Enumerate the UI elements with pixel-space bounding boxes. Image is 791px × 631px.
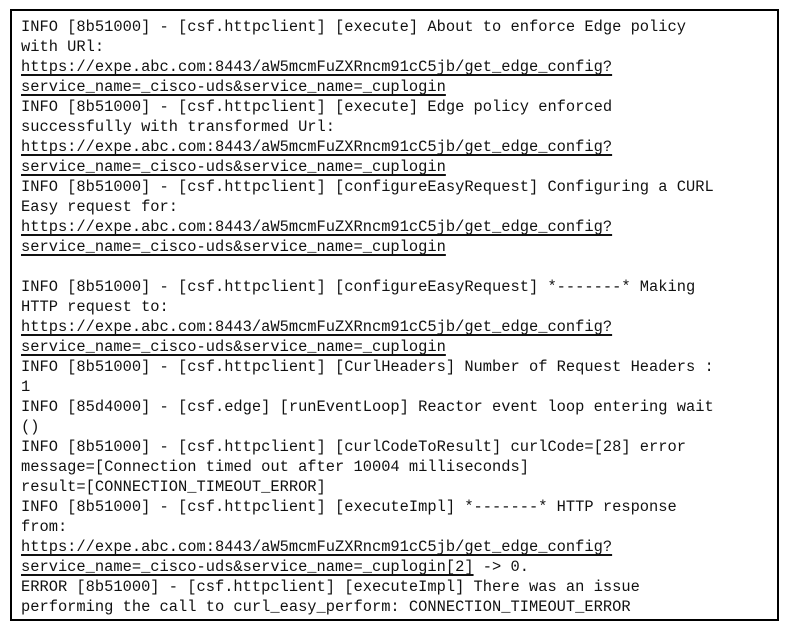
log-text: performing the call to curl_easy_perform: CONNECTION_TIMEOUT_ERROR <box>21 598 631 616</box>
log-url-text[interactable]: service_name=_cisco-uds&service_name=_cuplogin[2] <box>21 558 474 576</box>
log-line <box>21 577 773 597</box>
log-text: INFO [8b51000] - [csf.httpclient] [configureEasyRequest] Configuring a CURL <box>21 178 714 196</box>
log-line <box>21 97 773 117</box>
log-url-text[interactable]: https://expe.abc.com:8443/aW5mcmFuZXRncm91cC5jb/get_edge_config? <box>21 218 613 236</box>
log-url-line <box>21 237 773 257</box>
log-text: ERROR [8b51000] - [csf.httpclient] [executeImpl] There was an issue <box>21 578 640 596</box>
log-url-line <box>21 557 773 577</box>
log-url-text[interactable]: https://expe.abc.com:8443/aW5mcmFuZXRncm91cC5jb/get_edge_config? <box>21 538 613 556</box>
log-line <box>21 37 773 57</box>
log-url-line <box>21 157 773 177</box>
log-line <box>21 197 773 217</box>
log-text: HTTP request to: <box>21 298 169 316</box>
log-suffix-text: -> 0. <box>473 558 529 576</box>
log-text: Easy request for: <box>21 198 179 216</box>
log-line <box>21 377 773 397</box>
log-line <box>21 437 773 457</box>
log-url-line <box>21 217 773 237</box>
log-text: INFO [8b51000] - [csf.httpclient] [execute] About to enforce Edge policy <box>21 18 686 36</box>
log-url-text[interactable]: service_name=_cisco-uds&service_name=_cuplogin <box>21 158 446 176</box>
log-output <box>21 17 773 617</box>
log-url-line <box>21 137 773 157</box>
log-text: successfully with transformed Url: <box>21 118 336 136</box>
log-text: INFO [8b51000] - [csf.httpclient] [execute] Edge policy enforced <box>21 98 613 116</box>
log-url-text[interactable]: service_name=_cisco-uds&service_name=_cuplogin <box>21 338 446 356</box>
log-line <box>21 17 773 37</box>
log-text: from: <box>21 518 68 536</box>
log-url-text[interactable]: https://expe.abc.com:8443/aW5mcmFuZXRncm91cC5jb/get_edge_config? <box>21 138 613 156</box>
log-text: with URl: <box>21 38 105 56</box>
log-url-text[interactable]: service_name=_cisco-uds&service_name=_cuplogin <box>21 238 446 256</box>
log-text: 1 <box>21 378 31 396</box>
log-url-line <box>21 337 773 357</box>
log-panel <box>10 9 779 621</box>
log-url-text[interactable]: https://expe.abc.com:8443/aW5mcmFuZXRncm91cC5jb/get_edge_config? <box>21 318 613 336</box>
log-line <box>21 397 773 417</box>
log-line <box>21 597 773 617</box>
log-url-line <box>21 77 773 97</box>
log-text: INFO [8b51000] - [csf.httpclient] [CurlHeaders] Number of Request Headers : <box>21 358 714 376</box>
log-text: () <box>21 418 40 436</box>
log-line <box>21 517 773 537</box>
log-blank-line <box>21 257 773 277</box>
log-line <box>21 117 773 137</box>
log-text: INFO [85d4000] - [csf.edge] [runEventLoop] Reactor event loop entering wait <box>21 398 714 416</box>
log-text: INFO [8b51000] - [csf.httpclient] [executeImpl] *-------* HTTP response <box>21 498 677 516</box>
log-url-line <box>21 317 773 337</box>
log-line <box>21 497 773 517</box>
log-text: message=[Connection timed out after 10004 milliseconds] <box>21 458 529 476</box>
log-url-text[interactable]: https://expe.abc.com:8443/aW5mcmFuZXRncm91cC5jb/get_edge_config? <box>21 58 613 76</box>
log-url-line <box>21 537 773 557</box>
log-line <box>21 297 773 317</box>
log-line <box>21 357 773 377</box>
log-line <box>21 457 773 477</box>
log-line <box>21 417 773 437</box>
log-url-text[interactable]: service_name=_cisco-uds&service_name=_cuplogin <box>21 78 446 96</box>
log-text: result=[CONNECTION_TIMEOUT_ERROR] <box>21 478 326 496</box>
log-line <box>21 277 773 297</box>
log-line <box>21 477 773 497</box>
log-url-line <box>21 57 773 77</box>
log-text: INFO [8b51000] - [csf.httpclient] [curlCodeToResult] curlCode=[28] error <box>21 438 686 456</box>
log-text: INFO [8b51000] - [csf.httpclient] [configureEasyRequest] *-------* Making <box>21 278 696 296</box>
log-line <box>21 177 773 197</box>
